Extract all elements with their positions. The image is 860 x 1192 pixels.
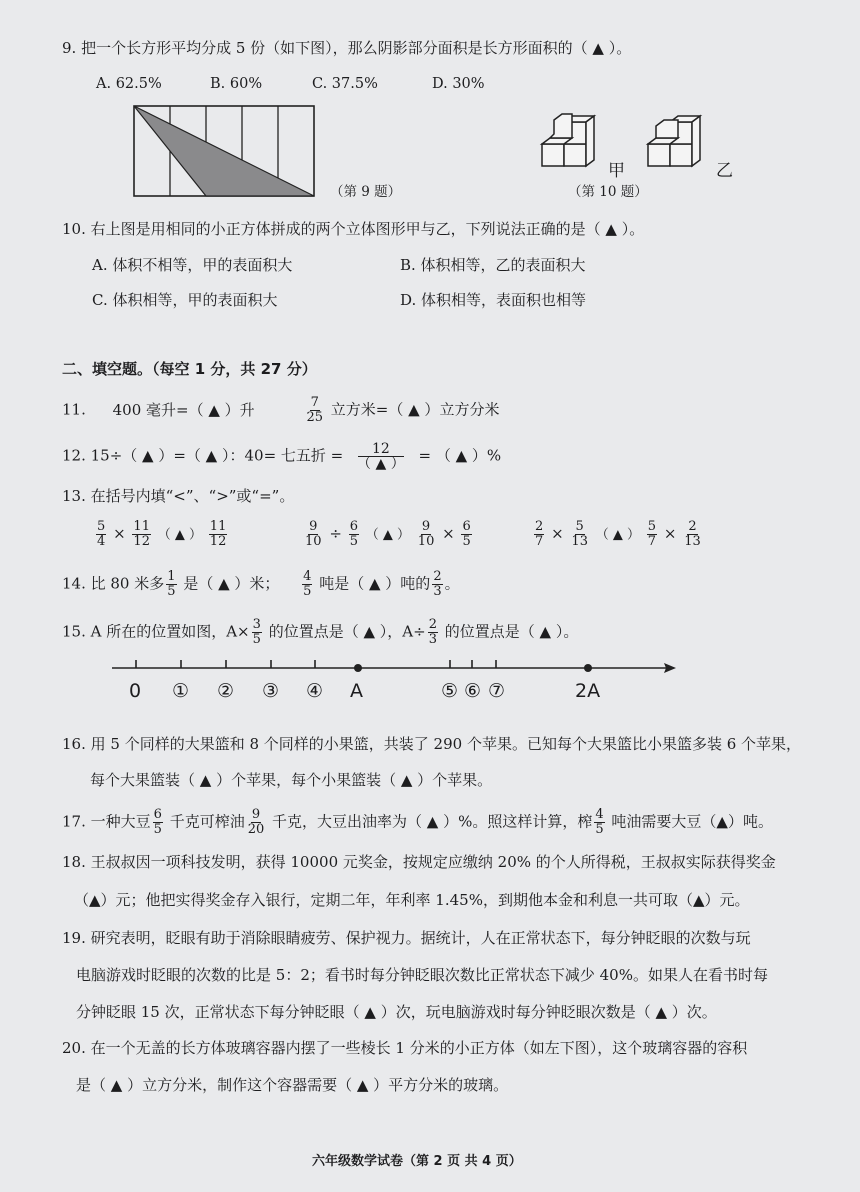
q12-fraction: $\frac{12}{( ▲ )}$	[357, 441, 405, 472]
q15-label-2: ②	[217, 680, 235, 702]
q15-label-2a: 2A	[575, 680, 601, 702]
q19-line-1: 19. 研究表明，眨眼有助于消除眼睛疲劳、保护视力。据统计，人在正常状态下，每分钟眨眼的次数与玩	[62, 929, 751, 947]
q10-label-yi: 乙	[716, 161, 733, 181]
q10-caption: （第 10 题）	[568, 184, 648, 200]
q11-part2: 立方米=（ ▲ ）立方分米	[330, 400, 500, 419]
q19-line-2: 电脑游戏时眨眼的次数的比是 5：2；看书时每分钟眨眼次数比正常状态下减少 40%。如果人在看书时每	[76, 966, 768, 984]
q15-label-a: A	[350, 680, 363, 702]
q20-line-2: 是（ ▲ ）立方分米，制作这个容器需要（ ▲ ）平方分米的玻璃。	[76, 1076, 509, 1094]
q9-text: 9. 把一个长方形平均分成 5 份（如下图），那么阴影部分面积是长方形面积的（ ▲ ）。	[62, 39, 632, 57]
q11	[62, 396, 499, 425]
q15-label-1: ①	[172, 680, 190, 702]
q15-label-4: ④	[306, 680, 324, 702]
q13-expr-1: $\frac{5}{4}$ × $\frac{11}{12}$ （ ▲ ） $\frac{11}{12}$	[97, 519, 227, 549]
q9-option-d: D. 30%	[432, 76, 485, 92]
q18-line-2: （▲）元；他把实得奖金存入银行，定期二年，年利率 1.45%，到期他本金和利息一共可取（▲）元。	[74, 891, 750, 909]
q17: 17. 一种大豆 $\frac{6}{5}$ 千克可榨油 $\frac{9}{20}$ 千克，大豆出油率为（ ▲ ）%。照这样计算，榨 $\frac{4}{5}$ 吨油需要大豆（▲）吨。	[62, 807, 773, 837]
q10-cubes-figure	[538, 104, 738, 176]
q14: 14. 比 80 米多 $\frac{1}{5}$ 是（ ▲ ）米； $\frac{4}{5}$ 吨是（ ▲ ）吨的 $\frac{2}{3}$ 。	[62, 569, 460, 599]
section-2-title: 二、填空题。（每空 1 分，共 27 分）	[62, 360, 317, 378]
q18-line-1: 18. 王叔叔因一项科技发明，获得 10000 元奖金，按规定应缴纳 20% 的个人所得税，王叔叔实际获得奖金	[62, 853, 776, 871]
q13-text: 13. 在括号内填“<”、“>”或“=”。	[62, 487, 295, 505]
q12-text2: = （ ▲ ）%	[418, 446, 502, 465]
q16-line-1: 16. 用 5 个同样的大果篮和 8 个同样的小果篮，共装了 290 个苹果。已知每个大果篮比小果篮多装 6 个苹果，	[62, 735, 802, 753]
q19-line-3: 分钟眨眼 15 次，正常状态下每分钟眨眼（ ▲ ）次，玩电脑游戏时每分钟眨眼次数是（ ▲ ）次。	[76, 1003, 717, 1021]
q20-line-1: 20. 在一个无盖的长方体玻璃容器内摆了一些棱长 1 分米的小正方体（如左下图），这个玻璃容器的容积	[62, 1039, 748, 1057]
q9-option-c: C. 37.5%	[312, 76, 378, 92]
q10-label-jia: 甲	[608, 161, 625, 181]
q9-option-b: B. 60%	[210, 76, 263, 92]
q9-rectangle-figure	[130, 104, 320, 198]
q16-line-2: 每个大果篮装（ ▲ ）个苹果，每个小果篮装（ ▲ ）个苹果。	[90, 771, 493, 789]
q12-text1: 12. 15÷（ ▲ ）=（ ▲ ）：40= 七五折 =	[62, 446, 344, 465]
q11-num: 11.	[62, 400, 86, 419]
q13-expr-3: $\frac{2}{7}$ × $\frac{5}{13}$ （ ▲ ） $\frac{5}{7}$ × $\frac{2}{13}$	[535, 519, 701, 549]
q9-option-a: A. 62.5%	[96, 76, 162, 92]
q15-label-3: ③	[262, 680, 280, 702]
q10-text: 10. 右上图是用相同的小正方体拼成的两个立体图形甲与乙，下列说法正确的是（ ▲ ）。	[62, 220, 645, 238]
q15-number-line	[110, 656, 680, 678]
q13-expr-2: $\frac{9}{10}$ ÷ $\frac{6}{5}$ （ ▲ ） $\frac{9}{10}$ × $\frac{6}{5}$	[305, 519, 471, 549]
q15-text: 15. A 所在的位置如图，A× $\frac{3}{5}$ 的位置点是（ ▲ ），A÷ $\frac{2}{3}$ 的位置点是（ ▲ ）。	[62, 617, 579, 647]
q10-option-b: B. 体积相等，乙的表面积大	[400, 256, 586, 274]
q11-fraction: $\frac{7}{25}$	[306, 395, 324, 425]
q11-part1: 400 毫升=（ ▲ ）升	[112, 400, 255, 419]
q10-option-d: D. 体积相等，表面积也相等	[400, 291, 587, 309]
q12	[62, 442, 501, 471]
q10-option-c: C. 体积相等，甲的表面积大	[92, 291, 278, 309]
q15-label-6: ⑥	[464, 680, 482, 702]
q9-caption: （第 9 题）	[330, 184, 402, 200]
q15-label-5: ⑤	[441, 680, 459, 702]
page-footer: 六年级数学试卷（第 2 页 共 4 页）	[312, 1154, 522, 1169]
q15-label-7: ⑦	[488, 680, 506, 702]
q15-label-0: 0	[129, 680, 142, 702]
q10-option-a: A. 体积不相等，甲的表面积大	[92, 256, 293, 274]
